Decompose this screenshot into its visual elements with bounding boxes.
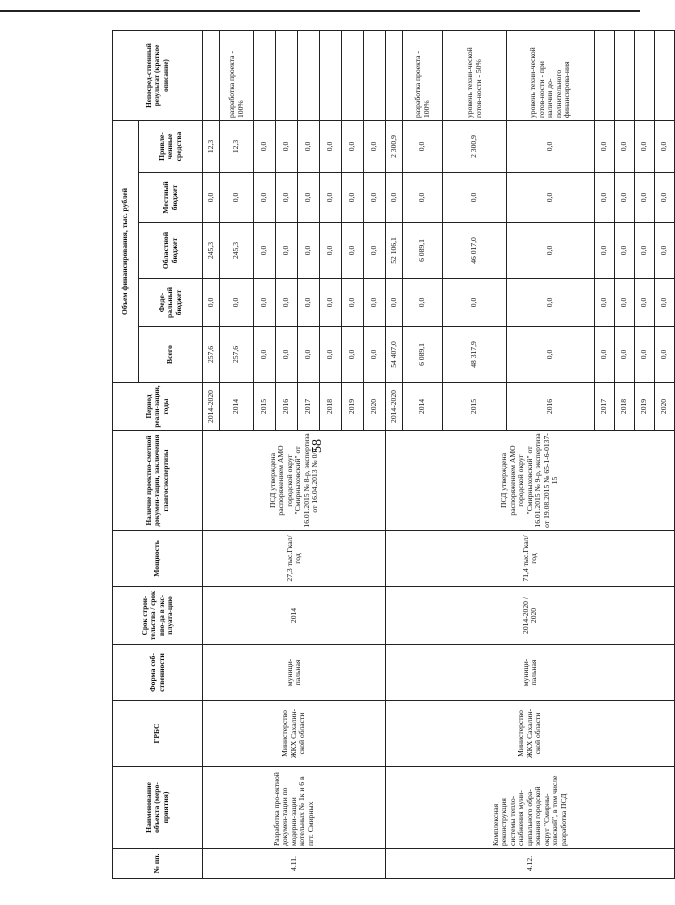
item-ownership: муници-пальная: [386, 645, 675, 701]
cell-local: 0,0: [254, 173, 276, 223]
cell-period: 2018: [320, 383, 342, 431]
cell-regional: 0,0: [254, 223, 276, 279]
header-total: Всего: [139, 327, 203, 383]
cell-extra: 0,0: [320, 121, 342, 173]
cell-federal: 0,0: [635, 279, 655, 327]
header-regional: Областной бюджет: [139, 223, 203, 279]
cell-regional: 0,0: [507, 223, 595, 279]
cell-total: 0,0: [655, 327, 675, 383]
item-number: 4.12.: [386, 849, 675, 879]
header-design-docs: Наличие проектно-сметной докумен-тации, заключения главгосэкспертизы: [113, 431, 203, 531]
cell-local: 0,0: [635, 173, 655, 223]
cell-period: 2020: [655, 383, 675, 431]
cell-period: 2014: [403, 383, 443, 431]
cell-federal: 0,0: [655, 279, 675, 327]
cell-period: 2019: [635, 383, 655, 431]
cell-local: 0,0: [655, 173, 675, 223]
cell-total: 0,0: [615, 327, 635, 383]
header-num: № пп.: [113, 849, 203, 879]
cell-federal: 0,0: [615, 279, 635, 327]
header-capacity: Мощность: [113, 531, 203, 587]
cell-period: 2020: [364, 383, 386, 431]
cell-local: 0,0: [386, 173, 403, 223]
header-ownership: Форма соб-ственности: [113, 645, 203, 701]
cell-extra: 0,0: [364, 121, 386, 173]
cell-federal: 0,0: [443, 279, 507, 327]
cell-local: 0,0: [595, 173, 615, 223]
cell-result: [635, 31, 655, 121]
cell-total: 54 407,0: [386, 327, 403, 383]
cell-total: 6 089,1: [403, 327, 443, 383]
cell-extra: 2 300,9: [443, 121, 507, 173]
cell-total: 0,0: [635, 327, 655, 383]
cell-result: [386, 31, 403, 121]
cell-federal: 0,0: [298, 279, 320, 327]
cell-local: 0,0: [203, 173, 220, 223]
cell-total: 257,6: [220, 327, 254, 383]
item-capacity: 71,4 тыс.Гкал/год: [386, 531, 675, 587]
cell-extra: 0,0: [635, 121, 655, 173]
header-grbs: ГРБС: [113, 701, 203, 767]
cell-total: 0,0: [298, 327, 320, 383]
cell-total: 48 317,9: [443, 327, 507, 383]
cell-regional: 0,0: [342, 223, 364, 279]
cell-local: 0,0: [342, 173, 364, 223]
cell-period: 2014-2020: [203, 383, 220, 431]
cell-local: 0,0: [320, 173, 342, 223]
cell-period: 2016: [276, 383, 298, 431]
cell-federal: 0,0: [276, 279, 298, 327]
cell-local: 0,0: [298, 173, 320, 223]
cell-extra: 0,0: [403, 121, 443, 173]
cell-local: 0,0: [403, 173, 443, 223]
cell-result: [254, 31, 276, 121]
cell-federal: 0,0: [403, 279, 443, 327]
table-body: [203, 31, 675, 879]
header-extra: Привле-ченные средства: [139, 121, 203, 173]
cell-extra: 0,0: [507, 121, 595, 173]
header-period: Период реали-зации, годы: [113, 383, 203, 431]
cell-period: 2019: [342, 383, 364, 431]
cell-extra: 0,0: [254, 121, 276, 173]
item-name: Комплексная реконструкция системы тепло-снабжения муни-ципального обра-зования городской округ "Смирны-ховский", в том числе разработка ПСД: [386, 767, 675, 849]
cell-result: [655, 31, 675, 121]
cell-extra: 0,0: [595, 121, 615, 173]
cell-period: 2014-2020: [386, 383, 403, 431]
cell-total: 0,0: [364, 327, 386, 383]
item-term: 2014-2020 / 2020: [386, 587, 675, 645]
table-row: [203, 31, 220, 879]
cell-local: 0,0: [364, 173, 386, 223]
cell-regional: 0,0: [615, 223, 635, 279]
cell-local: 0,0: [507, 173, 595, 223]
table-row: [386, 31, 403, 879]
cell-total: 0,0: [595, 327, 615, 383]
cell-period: 2014: [220, 383, 254, 431]
cell-extra: 0,0: [276, 121, 298, 173]
cell-extra: 0,0: [655, 121, 675, 173]
cell-result: уровень техни-ческой готов-ности - 50%: [443, 31, 507, 121]
header-federal: Феде-ральный бюджет: [139, 279, 203, 327]
cell-regional: 245,3: [203, 223, 220, 279]
item-capacity: 27,3 тыс.Гкал/год: [203, 531, 386, 587]
cell-result: [298, 31, 320, 121]
cell-regional: 6 089,1: [403, 223, 443, 279]
item-design-docs: ПСД утверждена распоряжением АМО городской округ "Смирныховский" от 16.01.2015 № 8-р, экспертиза от 16.04.2013 № 0/н: [203, 431, 386, 531]
cell-federal: 0,0: [203, 279, 220, 327]
item-name: Разработка про-ектной докумен-тации по модерни-зации котельных № 1к и 6 в пгт. Смирных: [203, 767, 386, 849]
cell-extra: 0,0: [298, 121, 320, 173]
cell-regional: 52 106,1: [386, 223, 403, 279]
header-name: Наименование объекта (меро-приятия): [113, 767, 203, 849]
cell-result: уровень техни-ческой готов-ности - при наличии до-полнительного финансирова-ния: [507, 31, 595, 121]
cell-regional: 0,0: [298, 223, 320, 279]
cell-federal: 0,0: [507, 279, 595, 327]
cell-result: разработка проекта - 100%: [220, 31, 254, 121]
item-number: 4.11.: [203, 849, 386, 879]
cell-extra: 2 300,9: [386, 121, 403, 173]
item-design-docs: ПСД утверждена распоряжением АМО городской округ "Смирныховский" от 16.01.2015 № 9-р, экспертиза от 19.08.2015 № 65-1-6-0137-15: [386, 431, 675, 531]
cell-total: 0,0: [254, 327, 276, 383]
item-grbs: Министерство ЖКХ Сахалин-ской области: [203, 701, 386, 767]
cell-period: 2016: [507, 383, 595, 431]
page-number: 58: [310, 439, 325, 453]
cell-federal: 0,0: [220, 279, 254, 327]
cell-total: 0,0: [320, 327, 342, 383]
cell-regional: 0,0: [364, 223, 386, 279]
cell-federal: 0,0: [595, 279, 615, 327]
header-term: Срок строи-тельства / срок вво-да в экс-плуата-цию: [113, 587, 203, 645]
cell-regional: 0,0: [276, 223, 298, 279]
cell-period: 2017: [595, 383, 615, 431]
cell-extra: 0,0: [342, 121, 364, 173]
cell-federal: 0,0: [320, 279, 342, 327]
cell-result: [320, 31, 342, 121]
top-rule: [0, 10, 640, 12]
cell-result: [595, 31, 615, 121]
header-local: Местный бюджет: [139, 173, 203, 223]
cell-local: 0,0: [276, 173, 298, 223]
cell-federal: 0,0: [364, 279, 386, 327]
funding-table: [112, 30, 675, 879]
item-ownership: муници-пальная: [203, 645, 386, 701]
cell-total: 257,6: [203, 327, 220, 383]
cell-result: [203, 31, 220, 121]
cell-period: 2015: [443, 383, 507, 431]
cell-total: 0,0: [342, 327, 364, 383]
cell-total: 0,0: [276, 327, 298, 383]
header-result: Непосред-ственный результат (краткое описание): [113, 31, 203, 121]
cell-extra: 12,3: [203, 121, 220, 173]
cell-period: 2018: [615, 383, 635, 431]
cell-regional: 0,0: [635, 223, 655, 279]
cell-local: 0,0: [220, 173, 254, 223]
cell-result: [364, 31, 386, 121]
cell-local: 0,0: [443, 173, 507, 223]
cell-result: [276, 31, 298, 121]
cell-regional: 245,3: [220, 223, 254, 279]
cell-result: [342, 31, 364, 121]
cell-local: 0,0: [615, 173, 635, 223]
cell-result: [615, 31, 635, 121]
cell-regional: 0,0: [320, 223, 342, 279]
header-funding-group: Объем финансирования, тыс. рублей: [113, 121, 139, 383]
cell-result: разработка проекта - 100%: [403, 31, 443, 121]
cell-regional: 46 017,0: [443, 223, 507, 279]
cell-extra: 12,3: [220, 121, 254, 173]
item-grbs: Министерство ЖКХ Сахалин-ской области: [386, 701, 675, 767]
cell-federal: 0,0: [386, 279, 403, 327]
cell-federal: 0,0: [254, 279, 276, 327]
item-term: 2014: [203, 587, 386, 645]
cell-federal: 0,0: [342, 279, 364, 327]
cell-extra: 0,0: [615, 121, 635, 173]
cell-regional: 0,0: [655, 223, 675, 279]
rotated-table-container: [112, 31, 669, 879]
cell-regional: 0,0: [595, 223, 615, 279]
cell-period: 2015: [254, 383, 276, 431]
cell-period: 2017: [298, 383, 320, 431]
cell-total: 0,0: [507, 327, 595, 383]
